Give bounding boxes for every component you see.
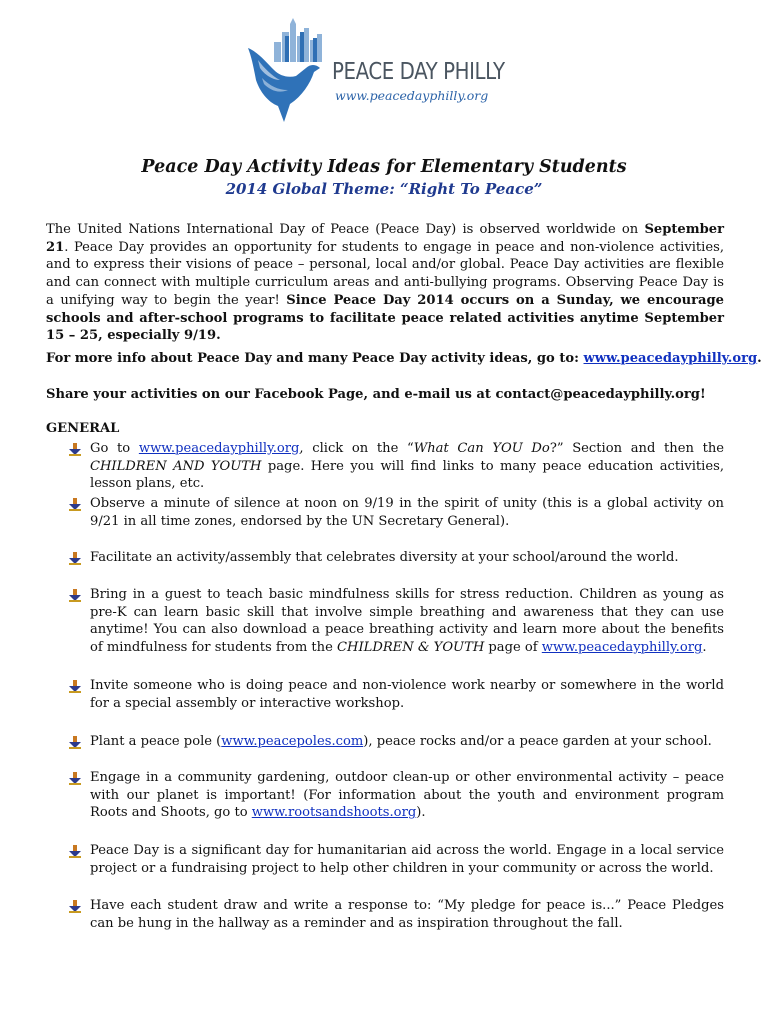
page-title: Peace Day Activity Ideas for Elementary Students [141,157,627,177]
list-item-text: Have each student draw and write a response to: “My pledge for peace is...” Peace Pledges can be hung in the hallway as a reminder and as inspiration throughout the fall. [90,898,724,931]
bullet-7-link[interactable]: www.rootsandshoots.org [251,805,417,821]
list-item-text: Facilitate an activity/assembly that celebrates diversity at your school/around the world. [90,550,679,565]
arrow-bullet-icon [68,588,82,602]
bullet-1-mid: , click on the “ [299,441,414,456]
list-item [68,769,724,822]
bullet-1-link[interactable]: www.peacedayphilly.org [138,441,300,456]
bullet-6-post: ), peace rocks and/or a peace garden at your school. [363,734,712,749]
list-item-text [90,440,724,493]
list-item-text [90,586,724,657]
bullet-4-link[interactable]: www.peacedayphilly.org [541,640,703,656]
more-info-line [46,350,762,368]
list-item-text: Observe a minute of silence at noon on 9/19 in the spirit of unity (this is a global activity on 9/21 in all time zones, endorsed by the UN Secretary General). [90,496,724,529]
arrow-bullet-icon [68,679,82,693]
page-subtitle: 2014 Global Theme: “Right To Peace” [225,180,543,198]
general-heading: GENERAL [46,421,120,436]
logo [244,18,514,126]
arrow-bullet-icon [68,735,82,749]
list-item-text [90,733,724,751]
intro-paragraph [46,221,724,345]
share-line: Share your activities on our Facebook Page, and e-mail us at contact@peacedayphilly.org! [46,387,706,402]
arrow-bullet-icon [68,899,82,913]
logo-url[interactable]: www.peacedayphilly.org [335,88,489,103]
arrow-bullet-icon [68,551,82,565]
more-info-link[interactable]: www.peacedayphilly.org [583,351,758,366]
bullet-1-italic-2: CHILDREN AND YOUTH [90,458,262,474]
list-item [68,897,724,932]
intro-bold-note: Since Peace Day 2014 occurs on a Sunday, we encourage schools and after-school programs to facilitate peace related activities anytime September 15 – 25, especially 9/19. [46,292,724,344]
intro-text-2: . Peace Day provides an opportunity for students to engage in peace and non-violence activities, and to express their visions of peace – personal, local and/or global. Peace Day activities are flexible and can connect with multiple curriculum areas and anti-bullying programs. Observing Peace Day is a unifying way to begin the year! [46,239,724,308]
list-item [68,733,724,751]
list-item-text: Peace Day is a significant day for humanitarian aid across the world. Engage in a local service project or a fundraising project to help other children in your community or across the world. [90,843,724,876]
bullet-4-pre: Bring in a guest to teach basic mindfulness skills for stress reduction. Children as young as pre-K can learn basic skill that involve simple breathing and awareness that they can use anytime! You can also download a peace breathing activity and learn more about the benefits of mindfulness for students from the [90,587,724,656]
bullet-6-pre: Plant a peace pole ( [90,734,222,749]
bullet-1-italic-1: What Can YOU Do [413,441,550,456]
list-item [68,677,724,712]
list-item-text [90,769,724,822]
bullet-4-post: . [702,640,707,656]
list-item [68,549,724,567]
list-item [68,495,724,530]
arrow-bullet-icon [68,844,82,858]
dove-skyline-icon [244,18,336,126]
logo-title: PEACE DAY PHILLY [332,59,505,85]
bullet-1-mid-2: ?” Section and then the [549,441,725,456]
bullet-7-pre: Engage in a community gardening, outdoor clean-up or other environmental activity – peace with our planet is important! (For information about the youth and environment program Roots and Shoots, go to [90,770,724,821]
bullet-4-mid: page of [484,640,542,656]
more-info-end: . [757,351,762,366]
list-item-text: Invite someone who is doing peace and non-violence work nearby or somewhere in the world for a special assembly or interactive workshop. [90,678,724,711]
list-item [68,440,724,493]
arrow-bullet-icon [68,497,82,511]
bullet-1-post: page. Here you will find links to many peace education activities, lesson plans, etc. [90,458,724,492]
more-info-text: For more info about Peace Day and many Peace Day activity ideas, go to: [46,351,584,366]
bullet-1-pre: Go to [90,441,139,456]
list-item [68,842,724,877]
arrow-bullet-icon [68,771,82,785]
arrow-bullet-icon [68,442,82,456]
intro-date: September 21 [46,222,724,255]
intro-text-1: The United Nations International Day of Peace (Peace Day) is observed worldwide on [46,222,645,237]
bullet-7-post: ). [416,805,426,821]
bullet-4-italic: CHILDREN & YOUTH [337,640,485,656]
bullet-6-link[interactable]: www.peacepoles.com [221,734,364,749]
list-item [68,586,724,657]
